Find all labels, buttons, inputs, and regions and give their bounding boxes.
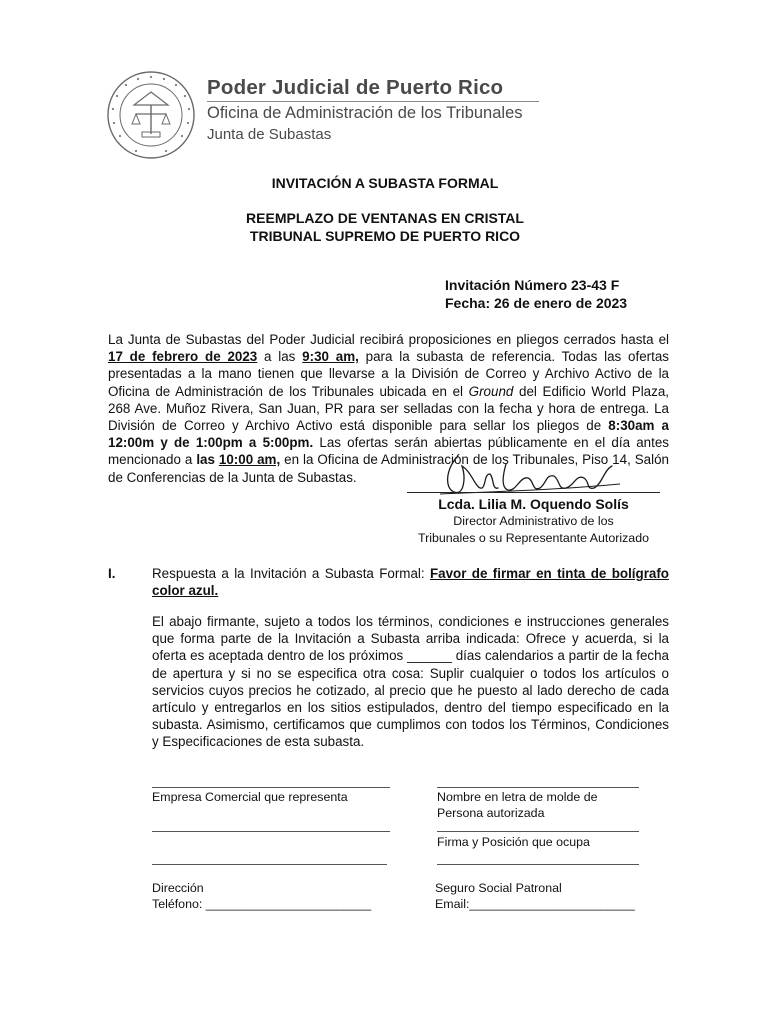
intro-paragraph: La Junta de Subastas del Poder Judicial recibirá proposiciones en pliegos cerrados hasta el 17 de febrero de 2023 a las 9:30 am, para la subasta de referencia. Todas las ofertas presentadas a la mano tienen que llevarse a la División de Correo y Archivo Activo de la Oficina de Administración de los Tribunales ubicada en el Ground del Edificio World Plaza, 268 Ave. Muñoz Rivera, San Juan, PR para ser selladas con la fecha y hora de entrega. La División de Correo y Archivo Activo está disponible para sellar los pliegos de 8:30am a 12:00m y de 1:00pm a 5:00pm. Las ofertas serán abiertas públicamente en el día antes mencionado a las 10:00 am, en la Oficina de Administración de los Tribunales, Piso 14, Salón de Conferencias de la Junta de Subastas. (108, 332, 670, 485)
invitation-date: Fecha: 26 de enero de 2023 (445, 295, 628, 311)
blue-ink-instruction: Favor de firmar en tinta de bolígrafo color azul. (152, 566, 669, 599)
letterhead-unit: Junta de Subastas (207, 126, 332, 143)
name-label-line2: Persona autorizada (437, 806, 545, 820)
signatory-title-line1: Director Administrativo de los (453, 514, 614, 528)
ssn-label: Seguro Social Patronal (435, 881, 562, 895)
subject-line-1: REEMPLAZO DE VENTANAS EN CRISTAL (246, 210, 524, 226)
letterhead-rule (207, 101, 539, 102)
section-heading: Respuesta a la Invitación a Subasta Formal: Favor de firmar en tinta de bolígrafo color azul. (152, 566, 669, 599)
stamping-hours: 8:30am a 12:00m y de 1:00pm a 5:00pm. (108, 418, 670, 451)
invitation-number: Invitación Número 23-43 F (445, 277, 620, 293)
signature-line (407, 492, 660, 493)
signatory-title-line2: Tribunales o su Representante Autorizado (418, 531, 649, 545)
address-underline[interactable] (152, 864, 387, 865)
email-field[interactable]: Email:________________________ (435, 897, 635, 911)
offer-paragraph: El abajo firmante, sujeto a todos los términos, condiciones e instrucciones generales que forma parte de la Invitación a Subasta arriba indicada: Ofrece y acuerda, si la oferta es aceptada dentro de los próximos ______ días calendarios a partir de la fecha de apertura y si no se especifica otra cosa: Suplir cualquier o todos los artículos o servicios cuyos precios he cotizado, al precio que he puesto al lado derecho de cada artículo y entregarlos en los sitios estipulados, dentro del tiempo especificado en la subasta. Asimismo, certificamos que cumplimos con todos los Términos, Condiciones y Especificaciones de esta subasta. (152, 614, 669, 750)
company-underline[interactable] (152, 787, 390, 788)
opening-time: 10:00 am, (218, 452, 281, 468)
address-label: Dirección (152, 881, 204, 895)
extra-underline[interactable] (437, 864, 639, 865)
letterhead-org: Poder Judicial de Puerto Rico (207, 76, 504, 99)
company-underline-2[interactable] (152, 831, 390, 832)
court-seal-logo (106, 70, 196, 160)
signature-position-label: Firma y Posición que ocupa (437, 835, 590, 849)
deadline-date: 17 de febrero de 2023 (108, 349, 258, 365)
signature-underline[interactable] (437, 831, 639, 832)
name-underline[interactable] (437, 787, 639, 788)
company-label: Empresa Comercial que representa (152, 790, 348, 804)
section-numeral: I. (108, 566, 116, 581)
phone-field[interactable]: Teléfono: ________________________ (152, 897, 372, 911)
subject-line-2: TRIBUNAL SUPREMO DE PUERTO RICO (249, 228, 521, 244)
signatory-name: Lcda. Lilia M. Oquendo Solís (438, 496, 629, 512)
document-title: INVITACIÓN A SUBASTA FORMAL (271, 175, 499, 191)
letterhead-office: Oficina de Administración de los Tribunales (207, 104, 523, 122)
name-label-line1: Nombre en letra de molde de (437, 790, 598, 804)
deadline-time: 9:30 am, (302, 349, 359, 365)
